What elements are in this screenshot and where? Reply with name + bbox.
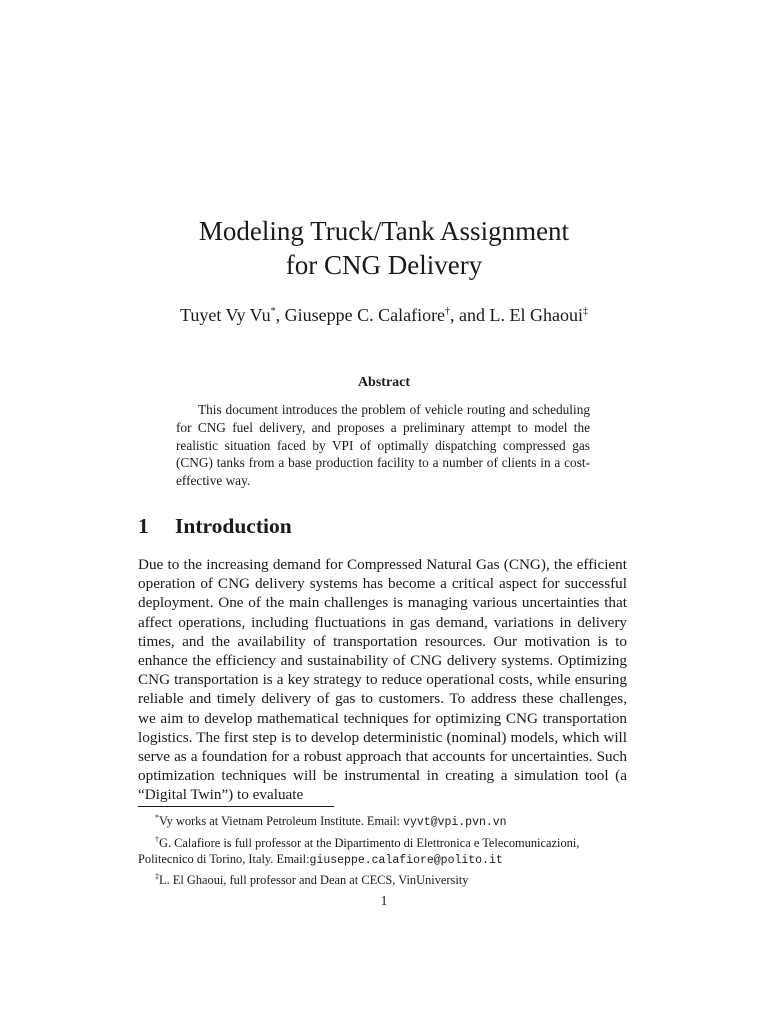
footnote-2 (138, 832, 630, 870)
author-name: Giuseppe C. Calafiore (284, 305, 446, 325)
footnote-text: G. Calafiore is full professor at the Dipartimento di Elettronica e Telecomunicazioni, Politecnico di Torino, Italy. Email: (138, 835, 580, 867)
abstract-heading: Abstract (357, 375, 411, 390)
section-body-text: Due to the increasing demand for Compressed Natural Gas (CNG), the efficient operation of CNG delivery systems has become a critical aspect for successful deployment. One of the main challenges is managing various uncertainties that affect operations, including fluctuations in gas demand, variations in delivery times, and the availability of transportation resources. Our motivation is to enhance the efficiency and sustainability of CNG delivery systems. Optimizing CNG transportation is a key strategy to reduce operational costs, while ensuring reliable and timely delivery of gas to customers. To address these challenges, we aim to develop mathematical techniques for optimizing CNG transportation logistics. The first step is to develop deterministic (nominal) models, which will serve as a foundation for a robust approach that accounts for uncertainties. Such optimization techniques will be instrumental in creating a simulation tool (a “Digital Twin”) to evaluate (138, 556, 627, 804)
footnote-marker: * (270, 306, 276, 317)
section-title: Introduction (175, 514, 292, 538)
footnote-marker: † (155, 834, 159, 844)
author-conjunction: and (459, 305, 486, 325)
abstract-text: This document introduces the problem of vehicle routing and scheduling for CNG fuel delivery, and proposes a preliminary attempt to model the realistic situation faced by VPI of optimally dispatching compressed gas (CNG) tanks from a base production facility to a number of clients in a cost-effective way. (176, 402, 590, 489)
author-name: L. El Ghaoui (489, 305, 584, 325)
footnote-marker: ‡ (583, 306, 589, 317)
footnote-1 (138, 810, 630, 832)
footnote-3 (138, 869, 630, 889)
author-name: Tuyet Vy Vu (179, 305, 271, 325)
section-heading (138, 514, 292, 539)
footnote-marker: † (445, 306, 451, 317)
footnote-marker: * (155, 813, 159, 822)
footnotes (138, 810, 630, 889)
footnote-text: Vy works at Vietnam Petroleum Institute. Email: (159, 814, 404, 829)
page-number: 1 (380, 894, 388, 909)
section-number: 1 (138, 514, 149, 538)
author-list: Tuyet Vy Vu*, Giuseppe C. Calafiore†, and L. El Ghaoui‡ (179, 305, 589, 325)
paper-title (0, 214, 768, 282)
email-address: giuseppe.calafiore@polito.it (309, 854, 503, 868)
footnote-text: L. El Ghaoui, full professor and Dean at CECS, VinUniversity (159, 873, 469, 888)
footnote-divider (138, 806, 334, 807)
footnote-marker: ‡ (155, 872, 159, 882)
email-address: vyvt@vpi.pvn.vn (403, 816, 507, 830)
title-line-1: Modeling Truck/Tank Assignment (198, 216, 570, 246)
title-line-2: for CNG Delivery (285, 250, 483, 280)
